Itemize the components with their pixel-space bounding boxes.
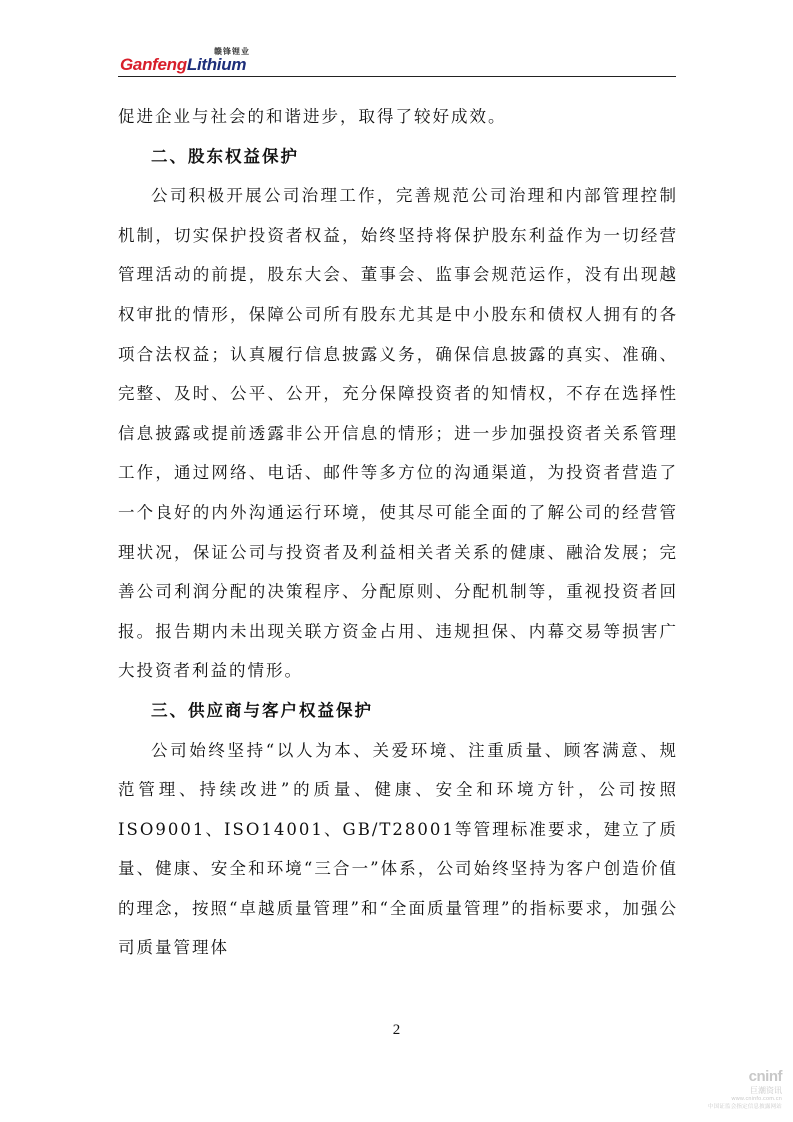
logo-chinese-name: 赣锋锂业 [214, 47, 250, 56]
watermark-desc: 中国证监会指定信息披露网站 [707, 1104, 782, 1110]
paragraph-shareholder-rights: 公司积极开展公司治理工作，完善规范公司治理和内部管理控制机制，切实保护投资者权益，始终坚持将保护股东利益作为一切经营管理活动的前提，股东大会、董事会、监事会规范运作，没有出现越权审批的情形，保障公司所有股东尤其是中小股东和债权人拥有的各项合法权益；认真履行信息披露义务，确保信息披露的真实、准确、完整、及时、公平、公开，充分保障投资者的知情权，不存在选择性信息披露或提前透露非公开信息的情形；进一步加强投资者关系管理工作，通过网络、电话、邮件等多方位的沟通渠道，为投资者营造了一个良好的内外沟通运行环境，使其尽可能全面的了解公司的经营管理状况，保证公司与投资者及利益相关者关系的健康、融洽发展；完善公司利润分配的决策程序、分配原则、分配机制等，重视投资者回报。报告期内未出现关联方资金占用、违规担保、内幕交易等损害广大投资者利益的情形。 [118, 186, 678, 681]
company-logo [120, 55, 246, 75]
section-heading-supplier-customer-rights: 三、供应商与客户权益保护 [151, 700, 373, 720]
header-divider [118, 76, 676, 77]
page-header [118, 46, 676, 76]
logo-part-lithium: Lithium [186, 55, 247, 74]
page-number: 2 [392, 1022, 401, 1038]
watermark-url: www.cninfo.com.cn [731, 1096, 782, 1102]
paragraph-continuation: 促进企业与社会的和谐进步，取得了较好成效。 [118, 107, 507, 126]
logo-part-ganfeng: Ganfeng [120, 55, 187, 74]
section-heading-shareholder-rights: 二、股东权益保护 [151, 146, 299, 166]
watermark-cn-name: 巨潮资讯 [750, 1086, 782, 1095]
cninfo-watermark [702, 1068, 782, 1114]
paragraph-supplier-customer-rights: 公司始终坚持“以人为本、关爱环境、注重质量、顾客满意、规范管理、持续改进”的质量、健康、安全和环境方针，公司按照ISO9001、ISO14001、GB/T28001等管理标准要求，建立了质量、健康、安全和环境“三合一”体系，公司始终坚持为客户创造价值的理念，按照“卓越质量管理”和“全面质量管理”的指标要求，加强公司质量管理体 [118, 740, 678, 958]
document-body [118, 97, 678, 968]
watermark-logo: cninf [748, 1068, 782, 1085]
